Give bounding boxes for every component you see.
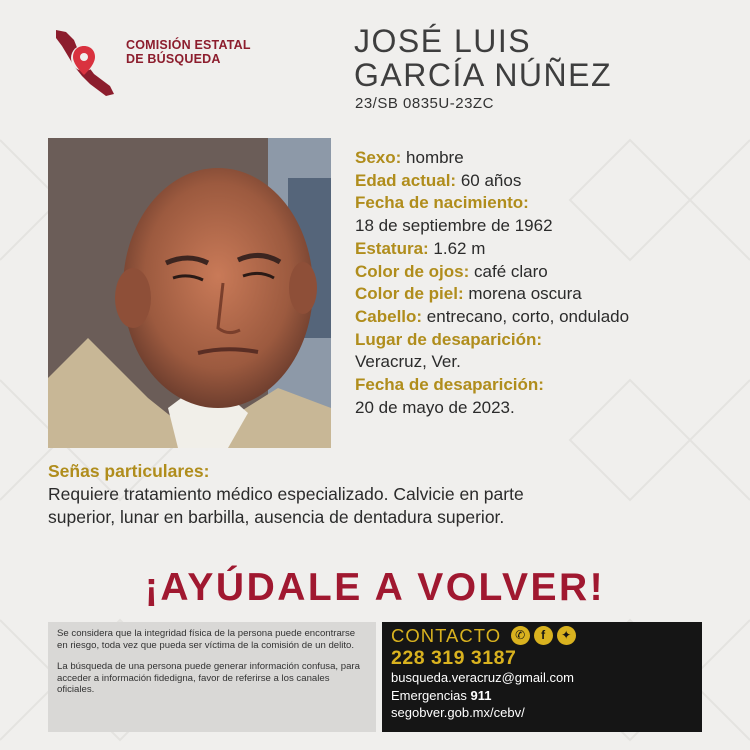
person-photo [48, 138, 331, 448]
contact-email[interactable]: busqueda.veracruz@gmail.com [391, 670, 575, 685]
disclaimer-box [48, 622, 376, 732]
disclaimer-paragraph-1: Se considera que la integridad física de la persona puede encontrarse en riesgo, toda vez que pueda ser víctima de la comisión de un delito. [57, 628, 356, 651]
case-folio: 23/SB 0835U-23ZC [355, 95, 494, 112]
detail-cabello: Cabello: entrecano, corto, ondulado [355, 306, 630, 326]
twitter-icon[interactable]: ✦ [557, 626, 576, 645]
detail-estatura: Estatura: 1.62 m [355, 238, 486, 258]
detail-edad: Edad actual: 60 años [355, 170, 522, 190]
marks-title: Señas particulares: [48, 461, 210, 481]
detail-nacimiento-label: Fecha de nacimiento: [355, 193, 529, 213]
name-first-line: JOSÉ LUIS [354, 23, 532, 59]
marks-line-2: superior, lunar en barbilla, ausencia de dentadura superior. [48, 507, 505, 527]
person-name [354, 24, 734, 92]
contact-box [382, 622, 702, 732]
logo-line-1: COMISIÓN ESTATAL [126, 38, 251, 52]
person-details [355, 147, 745, 419]
emergency-number[interactable]: 911 [470, 687, 492, 703]
contact-emergency: Emergencias 911 [391, 687, 492, 703]
detail-lugar-label: Lugar de desaparición: [355, 329, 543, 349]
logo-line-2: DE BÚSQUEDA [126, 52, 221, 66]
headline: ¡AYÚDALE A VOLVER! [144, 566, 606, 609]
detail-fecha-label: Fecha de desaparición: [355, 375, 544, 395]
contact-website[interactable]: segobver.gob.mx/cebv/ [391, 705, 525, 720]
disclaimer-paragraph-2: La búsqueda de una persona puede generar información confusa, para acceder a información fidedigna, favor de referirse a los canales oficiales. [57, 661, 360, 696]
veracruz-map-icon [48, 26, 120, 98]
distinguishing-marks [48, 460, 728, 529]
marks-line-1: Requiere tratamiento médico especializado. Calvicie en parte [48, 484, 524, 504]
phone-icon[interactable]: ✆ [511, 626, 530, 645]
detail-sexo: Sexo: hombre [355, 148, 464, 167]
detail-fecha-value: 20 de mayo de 2023. [355, 397, 515, 417]
facebook-icon[interactable]: f [534, 626, 553, 645]
detail-piel: Color de piel: morena oscura [355, 284, 582, 304]
agency-logo [48, 26, 268, 98]
name-second-line: GARCÍA NÚÑEZ [354, 57, 613, 93]
detail-nacimiento-value: 18 de septiembre de 1962 [355, 216, 553, 236]
contact-phone[interactable]: 228 319 3187 [391, 647, 517, 669]
contact-title: CONTACTO ✆ f ✦ [391, 624, 693, 647]
detail-lugar-value: Veracruz, Ver. [355, 352, 461, 372]
detail-ojos: Color de ojos: café claro [355, 261, 548, 281]
